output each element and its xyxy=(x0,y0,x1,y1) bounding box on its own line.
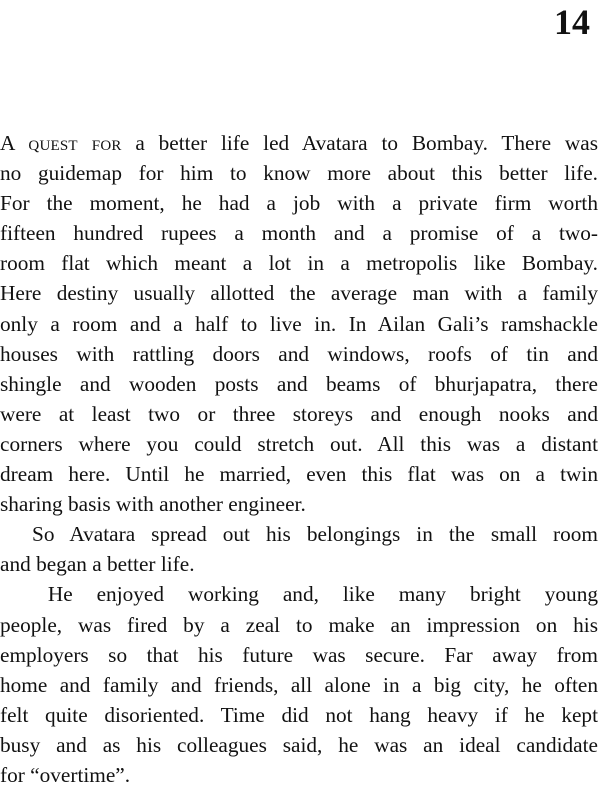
text-line: dream here. Until he married, even this flat was on a twin xyxy=(0,462,598,487)
text-line: only a room and a half to live in. In Ailan Gali’s ramshackle xyxy=(0,311,598,336)
chapter-number: 14 xyxy=(554,2,590,42)
text-line: home and family and friends, all alone in a big city, he often xyxy=(0,672,598,697)
text-line: felt quite disoriented. Time did not hang heavy if he kept xyxy=(0,702,598,727)
opening-small-caps: A quest for xyxy=(0,131,122,155)
body-text xyxy=(0,128,598,790)
paragraph xyxy=(0,519,598,579)
text-line: for “overtime”. xyxy=(0,762,131,787)
text-line: houses with rattling doors and windows, roofs of tin and xyxy=(0,341,598,366)
text-line: He enjoyed working and, like many bright young xyxy=(0,582,598,607)
text-line: were at least two or three storeys and enough nooks and xyxy=(0,401,598,426)
text-line: sharing basis with another engineer. xyxy=(0,492,306,517)
text-line: no guidemap for him to know more about this better life. xyxy=(0,161,598,186)
text-line: and began a better life. xyxy=(0,552,195,577)
line-text: a better life led Avatara to Bombay. There was xyxy=(121,131,598,155)
text-line: busy and as his colleagues said, he was an ideal candidate xyxy=(0,732,598,757)
text-line: people, was fired by a zeal to make an impression on his xyxy=(0,612,598,637)
text-line: corners where you could stretch out. All this was a distant xyxy=(0,431,598,456)
text-line: shingle and wooden posts and beams of bhurjapatra, there xyxy=(0,371,598,396)
text-line: For the moment, he had a job with a private firm worth xyxy=(0,191,598,216)
text-line: employers so that his future was secure. Far away from xyxy=(0,642,598,667)
text-line xyxy=(0,128,598,158)
text-line: Here destiny usually allotted the average man with a family xyxy=(0,281,598,306)
text-line: So Avatara spread out his belongings in the small room xyxy=(0,522,598,547)
text-line: fifteen hundred rupees a month and a promise of a two- xyxy=(0,221,598,246)
text-line: room flat which meant a lot in a metropolis like Bombay. xyxy=(0,251,598,276)
paragraph xyxy=(0,579,598,790)
paragraph xyxy=(0,128,598,519)
